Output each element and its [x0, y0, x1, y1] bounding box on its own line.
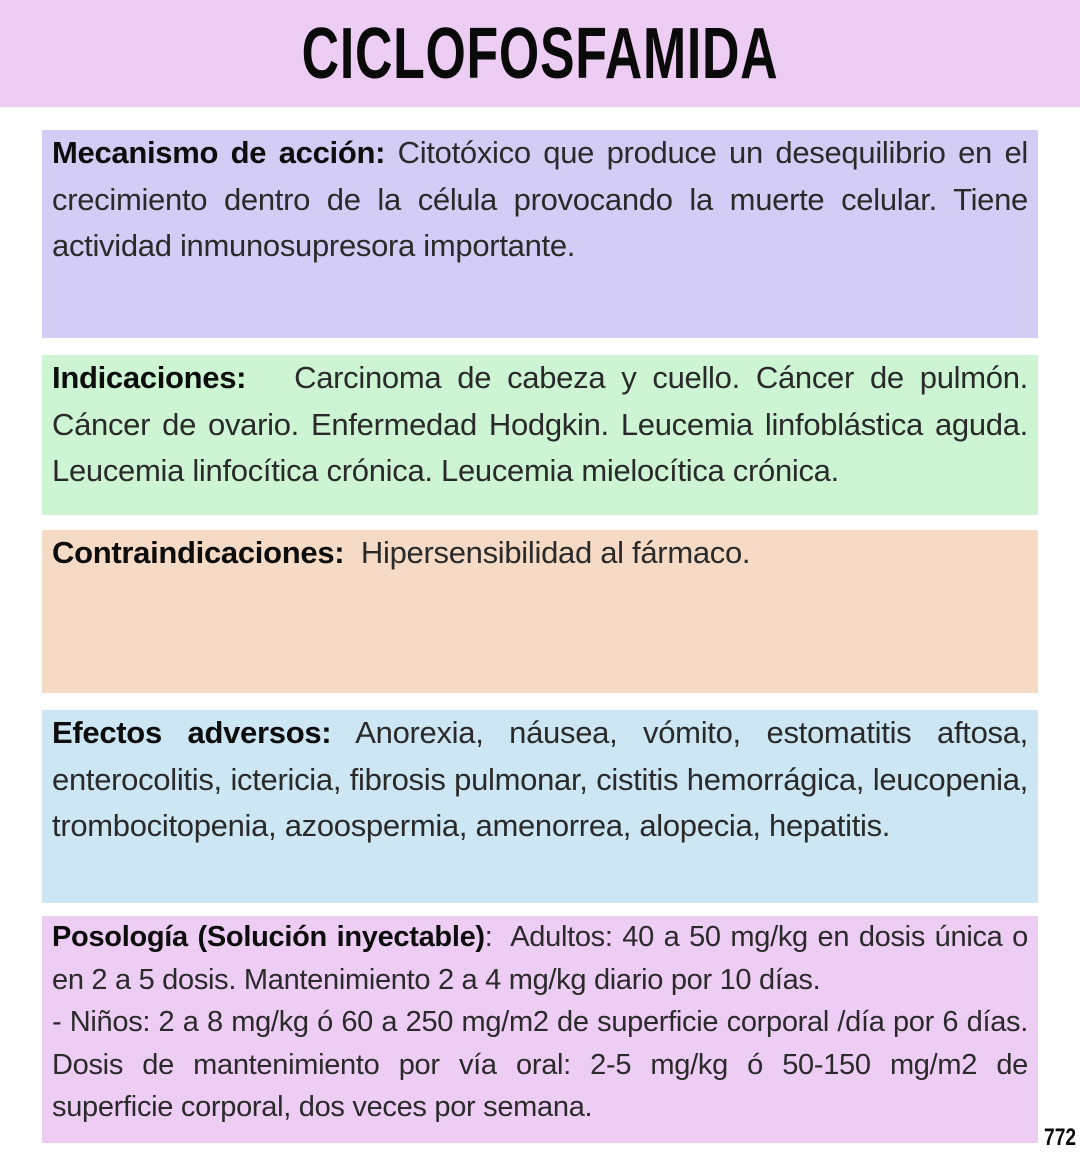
section-text-children: - Niños: 2 a 8 mg/kg ó 60 a 250 mg/m2 de superficie corporal /día por 6 días. Dosis de mantenimiento por vía oral: 2-5 mg/kg ó 50-150 mg/m2 de superficie corporal, dos veces por semana. — [52, 1006, 1028, 1123]
section-mecanismo-de-accion — [42, 130, 1038, 338]
section-text: : Adultos: 40 a 50 mg/kg en dosis única o en 2 a 5 dosis. Mantenimiento 2 a 4 mg/kg diario por 10 días. — [52, 921, 1036, 996]
section-label: Efectos adversos: — [52, 715, 332, 750]
section-label: Contraindicaciones: — [52, 535, 345, 570]
section-label: Posología (Solución inyectable) — [52, 921, 485, 953]
section-body — [52, 710, 1028, 850]
section-posologia — [42, 916, 1038, 1143]
title-banner — [0, 0, 1080, 107]
section-text: Anorexia, náusea, vómito, estomatitis aftosa, enterocolitis, ictericia, fibrosis pulmonar, cistitis hemorrágica, leucopenia, trombocitopenia, azoospermia, amenorrea, alopecia, hepatitis. — [52, 715, 1028, 843]
section-text: Carcinoma de cabeza y cuello. Cáncer de pulmón. Cáncer de ovario. Enfermedad Hodgkin. Leucemia linfoblástica aguda. Leucemia linfocítica crónica. Leucemia mielocítica crónica. — [52, 360, 1037, 488]
section-indicaciones — [42, 355, 1038, 515]
section-text: Hipersensibilidad al fármaco. — [344, 535, 751, 570]
section-body — [52, 916, 1036, 1001]
section-contraindicaciones — [42, 530, 1038, 693]
section-body — [52, 130, 1028, 270]
page-number: 772 — [1043, 1124, 1076, 1151]
section-body — [52, 355, 1037, 495]
drug-title: CICLOFOSFAMIDA — [301, 13, 779, 94]
section-body — [52, 530, 1028, 577]
section-text: Citotóxico que produce un desequilibrio en el crecimiento dentro de la célula provocando la muerte celular. Tiene actividad inmunosupresora importante. — [52, 135, 1028, 263]
section-label: Mecanismo de acción: — [52, 135, 386, 170]
section-efectos-adversos — [42, 710, 1038, 903]
section-body-children — [52, 1001, 1028, 1129]
section-label: Indicaciones: — [52, 360, 247, 395]
